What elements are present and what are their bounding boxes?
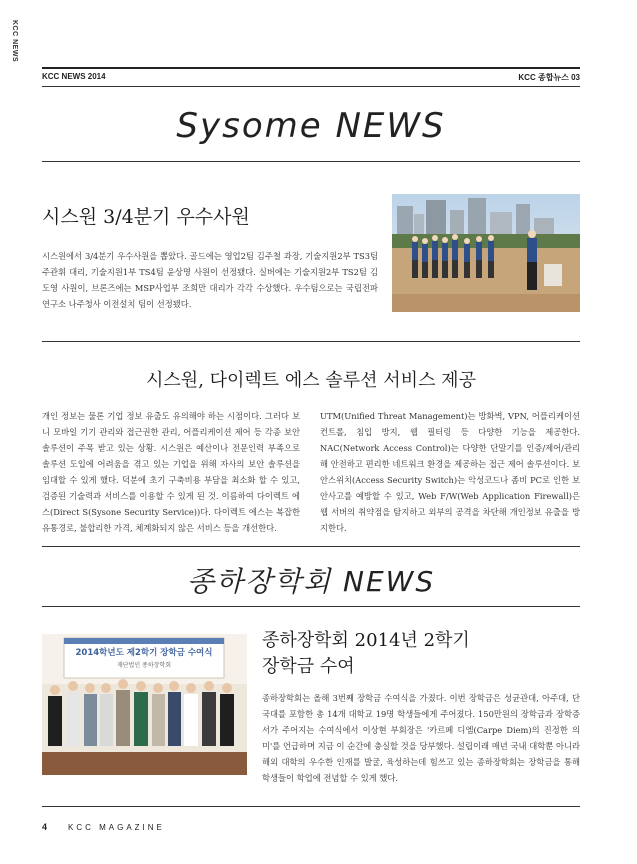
section-title-jongha: 종하장학회 NEWS xyxy=(186,565,436,598)
group-photo-outdoor-icon xyxy=(392,194,580,312)
article2-rule xyxy=(42,546,580,547)
article3-title xyxy=(262,628,470,680)
article3-title-line2: 장학금 수여 xyxy=(262,656,355,677)
section1-rule xyxy=(42,161,580,162)
banner-subtitle: 재단법인 종하장학회 xyxy=(116,662,172,669)
banner-title: 2014학년도 제2학기 장학금 수여식 xyxy=(75,648,213,658)
article1-photo xyxy=(392,194,580,312)
header-left: KCC NEWS 2014 xyxy=(42,72,106,81)
article1-rule xyxy=(42,341,580,342)
article1-body: 시스원에서 3/4분기 우수사원을 뽑았다. 골드에는 영업2팀 김주철 과장, 기술지원2부 TS3팀 주관휘 대리, 기술지원1부 TS4팀 윤상명 사원이 선정됐다. 실버에는 기술지원2부 TS2팀 김도영 사원이, 브론즈에는 MSP사업부 조희만 대리가 각각 수상했다. 우수팀으로는 국립전파연구소 나주청사 이전설치 팀이 선정됐다. xyxy=(42,251,378,309)
header-top-rule xyxy=(42,67,580,69)
footer-rule xyxy=(42,806,580,807)
article3-body: 종하장학회는 올해 3번째 장학금 수여식을 가졌다. 이번 장학금은 성균관대, 아주대, 단국대를 포함한 총 14개 대학교 19명 학생들에게 주어졌다. 150만원의 장학금과 장학증서가 주어지는 수여식에서 이상현 부회장은 '카르페 디엠(Carpe Diem)의 진정한 의미'를 언급하며 지금 이 순간에 충실할 것을 당부했다. 설립이래 매년 국내 대학뿐 아니라 해외 대학의 우수한 인재를 발굴, 육성하는데 힘쓰고 있는 종하장학회는 장학금을 통해 학생들이 학업에 전념할 수 있게 했다. xyxy=(262,693,580,783)
footer-page-number: 4 xyxy=(42,822,48,832)
header-bottom-rule xyxy=(42,86,580,87)
header-right: KCC 종합뉴스 03 xyxy=(518,73,580,82)
side-tab-label: KCC NEWS xyxy=(11,20,18,63)
article1-title: 시스원 3/4분기 우수사원 xyxy=(42,206,250,228)
section-title-sysome: Sysome NEWS xyxy=(176,106,446,146)
article3-title-line1: 종하장학회 2014년 2학기 xyxy=(262,630,470,651)
article2-col2: UTM(Unified Threat Management)는 방화벽, VPN, 어플리케이션컨트롤, 침입 방지, 웹 필터링 등 다양한 기능을 제공한다. NAC(Network Access Control)는 다양한 단말기를 인증/제어/관리해 안전하고 편리한 네트워크 환경을 제공하는 접근 제어 솔루션이다. 보안스위치(Access Security Switch)는 악성코드나 좀비 PC로 인한 보안사고를 예방할 수 있고, Web F/W(Web Application Firewall)은 웹 서버의 취약점을 탐지하고 외부의 공격을 차단해 개인정보 유출을 방지한다. xyxy=(320,411,580,533)
section2-rule xyxy=(42,606,580,607)
article2-col1: 개인 정보는 물론 기업 정보 유출도 유의해야 하는 시점이다. 그러다 보니 모바일 기기 관리와 접근권한 관리, 어플리케이션 제어 등 각종 보안 솔루션이 주목 받고 있는 상황. 시스원은 예산이나 전문인력 부족으로 솔루션 도입에 어려움을 겪고 있는 기업을 위해 자사의 보안 솔루션을 임대할 수 있게 했다. 덕분에 초기 구축비용 부담을 최소화 할 수 있고, 검증된 기술력과 서비스를 이용할 수 있게 된 것. 이름하여 다이렉트 에스(Direct S(Sysone Security Service))다. 다이렉트 에스는 복잡한 유통경로, 불합리한 가격, 체계화되지 않은 서비스 등을 개선한다. xyxy=(42,411,300,533)
article2-title: 시스원, 다이렉트 에스 솔루션 서비스 제공 xyxy=(146,370,476,391)
article3-photo xyxy=(42,634,247,775)
footer-magazine-name: KCC MAGAZINE xyxy=(68,823,165,832)
